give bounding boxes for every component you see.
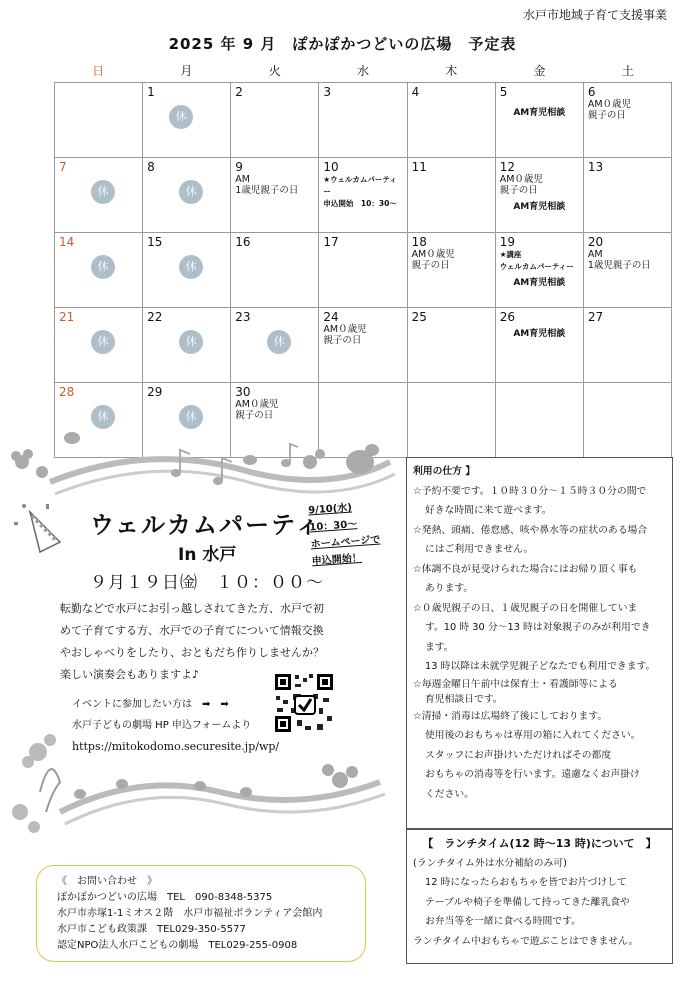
day-number: 5 (499, 85, 508, 99)
welcome-party-title: ウェルカムパーティ (90, 511, 322, 539)
registration-note (308, 498, 382, 571)
weekday-sun: 日 (92, 64, 105, 78)
registration-method: ホームページで (310, 534, 381, 551)
calendar-cell (495, 233, 583, 308)
day-number: 2 (235, 85, 243, 99)
calendar-cell (55, 83, 143, 158)
rule-line: ください。 (425, 788, 474, 800)
rule-line: ☆体調不良が見受けられた場合にはお帰り頂く事も (413, 563, 638, 575)
contact-line: 認定NPO法人水戸こどもの劇場 TEL029-255-0908 (57, 940, 298, 951)
weekday-tue: 火 (268, 64, 281, 78)
event-label: 親子の日 (587, 110, 626, 121)
day-number: 19 (499, 235, 515, 249)
event-label: AM (587, 249, 603, 260)
closed-badge: 休 (91, 255, 115, 279)
schedule-calendar (54, 82, 672, 458)
closed-badge: 休 (179, 405, 203, 429)
lunch-line: お弁当等を一緒に食べる時間です。 (425, 916, 581, 927)
rule-line: 13 時以降は未就学児親子どなたでも利用できます。 (425, 661, 656, 672)
contact-line: 水戸市こども政策課 TEL029-350-5577 (57, 924, 246, 935)
calendar-cell (319, 308, 407, 383)
lunch-line: (ランチタイム外は水分補給のみ可) (413, 857, 567, 869)
rule-line: 好きな時間に来て遊べます。 (425, 505, 552, 516)
contact-line: ぽかぽかつどいの広場 TEL 090-8348-5375 (57, 892, 273, 903)
calendar-cell (143, 83, 231, 158)
event-label: AM０歳児 (235, 399, 279, 410)
apply-info (72, 694, 279, 757)
day-number: 20 (587, 235, 604, 249)
closed-badge: 休 (179, 180, 203, 204)
calendar-cell (55, 233, 143, 308)
day-number: 21 (59, 310, 75, 324)
description-line: めて子育てする方、水戸での子育てについて情報交換 (60, 624, 324, 637)
event-label: AM０歳児 (587, 99, 632, 110)
event-label: ★講座 (499, 250, 522, 259)
event-label: 親子の日 (411, 260, 450, 271)
rule-line: おもちゃの消毒等を行います。遠慮なくお声掛け (425, 769, 640, 780)
calendar-cell (583, 383, 671, 458)
contact-line: 水戸市赤塚1-1ミオス２階 水戸市福祉ボランティア会館内 (57, 908, 323, 919)
contact-heading: 《 お問い合わせ 》 (57, 876, 157, 887)
day-number: 23 (235, 310, 251, 324)
calendar-cell (231, 233, 319, 308)
calendar-cell (231, 308, 319, 383)
rule-line: ☆０歳児親子の日、１歳児親子の日を開催していま (413, 602, 638, 614)
day-number: 9 (235, 160, 243, 174)
day-number: 1 (147, 85, 155, 99)
day-number: 15 (147, 235, 163, 249)
day-number: 6 (587, 85, 596, 99)
calendar-cell (231, 83, 319, 158)
rule-line: スタッフにお声掛けいただければその都度 (425, 749, 612, 761)
calendar-cell (407, 83, 495, 158)
weekday-header (54, 62, 672, 79)
apply-form-note: 水戸子どもの劇場 HP 申込フォームより (72, 720, 252, 731)
calendar-cell (495, 158, 583, 233)
day-number: 13 (587, 160, 604, 174)
closed-badge: 休 (267, 330, 291, 354)
calendar-cell (583, 233, 671, 308)
day-number: 27 (587, 310, 604, 324)
calendar-week (55, 158, 672, 233)
calendar-cell (231, 158, 319, 233)
rule-line: あります。 (425, 583, 474, 594)
day-number: 17 (323, 235, 339, 249)
calendar-cell (143, 158, 231, 233)
lunch-line: テーブルや椅子を準備して持ってきた離乳食や (425, 896, 630, 908)
weekday-fri: 金 (533, 64, 546, 78)
calendar-cell (407, 233, 495, 308)
day-number: 22 (147, 310, 163, 324)
weekday-thu: 木 (445, 64, 458, 78)
day-number: 12 (499, 160, 515, 174)
welcome-party-subtitle: In 水戸 (178, 545, 237, 565)
calendar-cell (583, 158, 671, 233)
registration-time: 10：30〜 (309, 519, 358, 534)
calendar-cell (55, 158, 143, 233)
event-label: AM育児相談 (513, 202, 566, 212)
closed-badge: 休 (91, 180, 115, 204)
calendar-cell (583, 83, 671, 158)
description-line: 楽しい演奏会もありますよ♪ (60, 668, 200, 681)
day-number: 16 (235, 235, 251, 249)
event-label: ウェルカムパーティー (499, 262, 574, 271)
event-label: 1歳児親子の日 (235, 185, 299, 196)
calendar-week (55, 233, 672, 308)
calendar-cell (495, 83, 583, 158)
registration-date: 9/10(水) (307, 502, 353, 517)
weekday-mon: 月 (180, 64, 193, 78)
closed-badge: 休 (179, 330, 203, 354)
day-number: 4 (411, 85, 420, 99)
calendar-cell (319, 83, 407, 158)
rule-line: ☆発熱、頭痛、倦怠感、咳や鼻水等の症状のある場合 (413, 524, 648, 536)
rule-line: ☆毎週金曜日午前中は保育士・看護師等による (413, 678, 618, 690)
rule-line: ます。 (425, 641, 454, 653)
rules-heading: 利用の仕方 】 (413, 466, 476, 477)
page-title: 2025 年 9 月 ぽかぽかつどいの広場 予定表 (168, 35, 517, 53)
event-label: AM (235, 174, 250, 185)
organizer-label: 水戸市地域子育て支援事業 (522, 8, 667, 22)
event-label: 親子の日 (235, 410, 274, 421)
calendar-week (55, 308, 672, 383)
apply-instruction: イベントに参加したい方は ➡ ➡ (72, 699, 229, 710)
day-number: 8 (147, 160, 155, 174)
closed-badge: 休 (179, 255, 203, 279)
rule-line: にはご利用できません。 (425, 544, 534, 555)
calendar-cell (319, 233, 407, 308)
day-number: 11 (411, 160, 427, 174)
calendar-cell (143, 308, 231, 383)
event-label: AM育児相談 (513, 329, 566, 339)
description-line: やおしゃべりをしたり、おともだち作りしませんか？ (60, 646, 324, 659)
rule-line: ☆清掃・消毒は広場終了後にしております。 (413, 710, 608, 722)
closed-badge: 休 (91, 405, 115, 429)
event-label: AM０歳児 (323, 324, 367, 335)
description-line: 転勤などで水戸にお引っ越しされてきた方、水戸で初 (60, 602, 324, 615)
day-number: 26 (499, 310, 515, 324)
calendar-cell (55, 308, 143, 383)
calendar-cell (407, 383, 495, 458)
lunch-line: ランチタイム中おもちゃで遊ぶことはできません。 (413, 935, 639, 947)
closed-badge: 休 (169, 105, 193, 129)
rule-line: ☆予約不要です。１０時３０分〜１５時３０分の間で (413, 485, 647, 497)
event-label: 親子の日 (499, 185, 538, 196)
day-number: 7 (59, 160, 67, 174)
rule-line: 使用後のおもちゃは専用の箱に入れてください。 (425, 730, 641, 741)
rule-line: 育児相談日です。 (425, 693, 503, 705)
closed-badge: 休 (91, 330, 115, 354)
registration-start: 申込開始！ (311, 552, 363, 568)
event-label: AM０歳児 (499, 174, 543, 185)
day-number: 28 (59, 385, 75, 399)
contact-box (36, 865, 366, 962)
calendar-cell (407, 308, 495, 383)
calendar-cell (495, 383, 583, 458)
apply-url-link[interactable]: https://mitokodomo.securesite.jp/wp/ (72, 740, 280, 753)
day-number: 14 (59, 235, 75, 249)
calendar-cell (407, 158, 495, 233)
lunch-time-box (406, 829, 673, 964)
calendar-cell (143, 233, 231, 308)
event-label: AM０歳児 (411, 249, 455, 260)
day-number: 29 (147, 385, 163, 399)
day-number: 10 (323, 160, 339, 174)
day-number: 24 (323, 310, 339, 324)
day-number: 3 (323, 85, 332, 99)
welcome-party-date: ９月１９日㈮ １０：００〜 (90, 573, 324, 593)
lunch-heading: 【 ランチタイム(12 時〜13 時)について 】 (422, 837, 657, 850)
day-number: 18 (411, 235, 427, 249)
rule-line: す。10 時 30 分〜13 時は対象親子のみが利用でき (425, 622, 651, 633)
event-label: AM育児相談 (513, 278, 566, 288)
event-label: 申込開始 10：30〜 (323, 199, 397, 208)
event-label: ★ウェルカムパーティー (323, 175, 397, 196)
weekday-wed: 水 (356, 64, 369, 78)
weekday-sat: 土 (621, 64, 634, 78)
event-label: 親子の日 (323, 335, 362, 346)
calendar-cell (319, 158, 407, 233)
event-label: 1歳児親子の日 (587, 260, 651, 271)
calendar-week (55, 83, 672, 158)
qr-code-icon (273, 672, 335, 734)
event-label: AM育児相談 (513, 108, 566, 118)
day-number: 30 (235, 385, 251, 399)
day-number: 25 (411, 310, 427, 324)
calendar-cell (583, 308, 671, 383)
usage-rules-box (406, 457, 673, 829)
lunch-line: 12 時になったらおもちゃを皆でお片づけして (425, 877, 627, 888)
calendar-cell (495, 308, 583, 383)
